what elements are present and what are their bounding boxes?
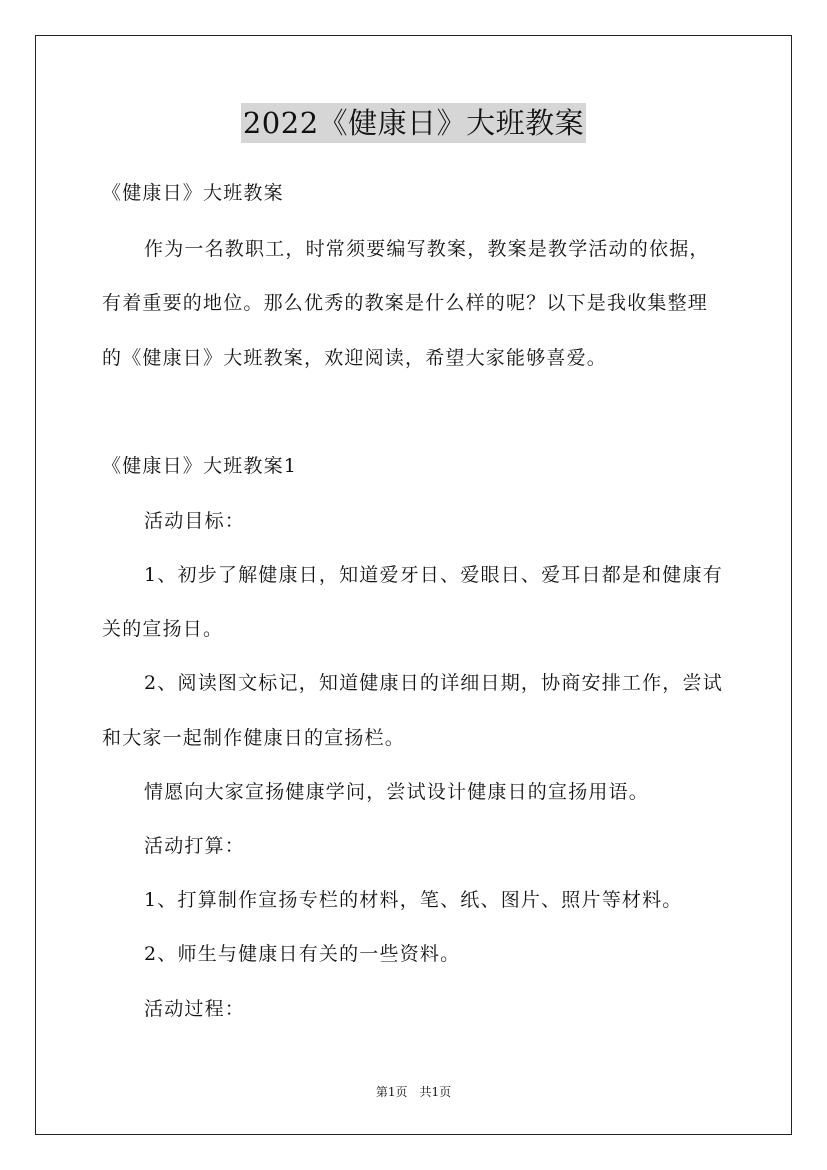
section-heading: 《健康日》大班教案1 [102,455,298,477]
intro-line-3: 的《健康日》大班教案，欢迎阅读，希望大家能够喜爱。 [102,347,608,369]
title-container [0,103,827,143]
document-title: 2022《健康日》大班教案 [241,103,586,143]
preparation-2: 2、师生与健康日有关的一些资料。 [144,943,461,965]
process-heading: 活动过程： [144,998,246,1020]
objective-2-line-1: 2、阅读图文标记，知道健康日的详细日期，协商安排工作，尝试 [144,672,723,694]
objectives-heading: 活动目标： [144,510,246,532]
page-footer: 第1页 共1页 [375,1085,452,1099]
intro-line-1: 作为一名教职工，时常须要编写教案，教案是教学活动的依据， [144,238,710,260]
intro-line-2: 有着重要的地位。那么优秀的教案是什么样的呢？以下是我收集整理 [102,292,709,314]
preparation-1: 1、打算制作宣扬专栏的材料，笔、纸、图片、照片等材料。 [144,889,683,911]
preparation-heading: 活动打算： [144,835,246,857]
objective-3: 情愿向大家宣扬健康学问，尝试设计健康日的宣扬用语。 [144,781,650,803]
objective-2-line-2: 和大家一起制作健康日的宣扬栏。 [102,727,406,749]
objective-1-line-2: 关的宣扬日。 [102,618,224,640]
objective-1-line-1: 1、初步了解健康日，知道爱牙日、爱眼日、爱耳日都是和健康有 [144,564,723,586]
subtitle: 《健康日》大班教案 [102,182,284,204]
